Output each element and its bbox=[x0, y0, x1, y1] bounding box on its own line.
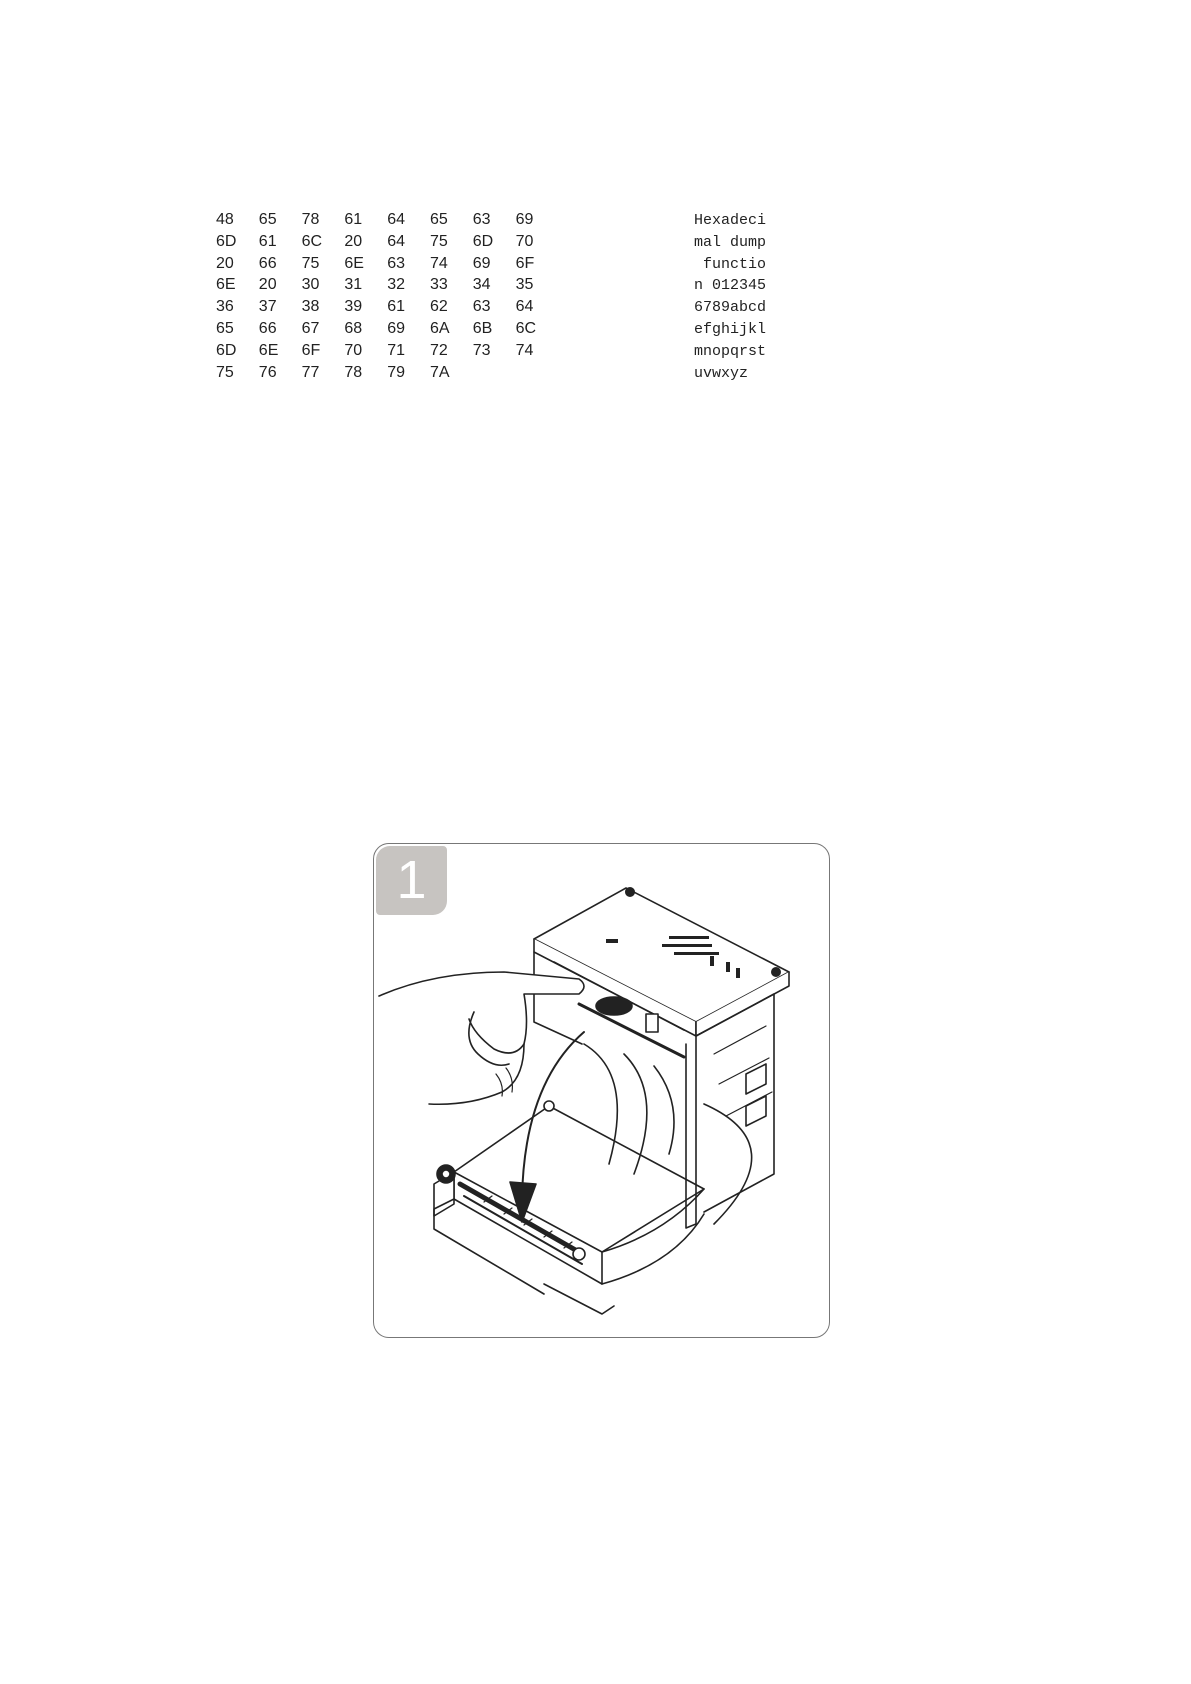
hex-byte: 6F bbox=[301, 341, 321, 359]
hex-byte: 6D bbox=[472, 232, 494, 250]
hex-row bbox=[216, 253, 558, 275]
hex-byte: 67 bbox=[301, 319, 320, 337]
hex-row bbox=[216, 362, 558, 384]
hex-byte: 69 bbox=[387, 319, 405, 337]
hex-byte: 6D bbox=[216, 341, 237, 359]
hex-byte: 37 bbox=[258, 298, 277, 316]
hex-byte: 39 bbox=[344, 298, 363, 316]
hex-byte: 6A bbox=[429, 319, 450, 337]
ascii-row: mal dump bbox=[694, 233, 767, 251]
hex-row bbox=[216, 231, 558, 253]
hex-byte: 79 bbox=[387, 363, 405, 381]
hex-byte: 61 bbox=[258, 232, 277, 250]
printer-paper-loading-figure bbox=[373, 843, 830, 1338]
hex-byte: 7A bbox=[429, 363, 450, 381]
hex-byte: 68 bbox=[344, 319, 363, 337]
hex-byte: 76 bbox=[258, 363, 277, 381]
hex-byte: 32 bbox=[387, 276, 405, 294]
hex-row bbox=[216, 274, 558, 296]
hex-byte: 75 bbox=[301, 254, 320, 272]
hex-dump-table bbox=[216, 209, 558, 383]
hex-byte: 6C bbox=[301, 232, 323, 250]
hex-byte: 64 bbox=[387, 211, 405, 228]
hex-byte: 38 bbox=[301, 298, 320, 316]
ascii-row: n 012345 bbox=[694, 277, 767, 295]
hex-byte: 66 bbox=[258, 319, 277, 337]
hex-byte: 64 bbox=[387, 232, 405, 250]
hex-byte: 65 bbox=[216, 319, 234, 337]
hex-byte: 6F bbox=[515, 254, 535, 272]
hex-byte: 71 bbox=[387, 341, 405, 359]
printer-open-paper-guide-illustration bbox=[374, 844, 830, 1338]
hex-byte: 64 bbox=[515, 298, 534, 316]
ascii-dump-column bbox=[694, 210, 766, 384]
hex-byte: 20 bbox=[216, 254, 234, 272]
hex-byte: 6C bbox=[515, 319, 537, 337]
hex-byte: 69 bbox=[515, 211, 534, 228]
hex-byte: 30 bbox=[301, 276, 320, 294]
hex-row bbox=[216, 296, 558, 318]
hex-byte: 63 bbox=[472, 211, 491, 228]
hex-byte: 65 bbox=[258, 211, 277, 228]
ascii-row: uvwxyz bbox=[694, 364, 749, 382]
step-number-badge: 1 bbox=[376, 846, 447, 915]
hex-byte: 74 bbox=[429, 254, 448, 272]
hex-byte: 34 bbox=[472, 276, 491, 294]
ascii-row: mnopqrst bbox=[694, 342, 767, 360]
hex-byte: 6E bbox=[258, 341, 279, 359]
hex-byte: 70 bbox=[344, 341, 363, 359]
hex-byte: 74 bbox=[515, 341, 534, 359]
hex-byte: 6D bbox=[216, 232, 237, 250]
ascii-row: 6789abcd bbox=[694, 299, 767, 317]
hex-byte: 61 bbox=[387, 298, 405, 316]
hex-byte: 75 bbox=[429, 232, 448, 250]
hex-byte: 48 bbox=[216, 211, 234, 228]
hex-byte: 65 bbox=[429, 211, 448, 228]
hex-byte: 61 bbox=[344, 211, 363, 228]
hex-row bbox=[216, 318, 558, 340]
hex-byte: 33 bbox=[429, 276, 448, 294]
hex-byte: 75 bbox=[216, 363, 234, 381]
hex-byte: 72 bbox=[429, 341, 448, 359]
hex-row bbox=[216, 209, 558, 231]
hex-byte: 77 bbox=[301, 363, 320, 381]
hex-byte: 73 bbox=[472, 341, 491, 359]
hex-byte: 36 bbox=[216, 298, 234, 316]
hex-byte: 20 bbox=[258, 276, 277, 294]
ascii-row: Hexadeci bbox=[694, 212, 767, 229]
ascii-row: functio bbox=[694, 255, 767, 273]
hex-byte: 62 bbox=[429, 298, 448, 316]
hex-byte: 35 bbox=[515, 276, 534, 294]
hex-byte: 63 bbox=[472, 298, 491, 316]
hex-byte: 63 bbox=[387, 254, 405, 272]
hex-byte: 70 bbox=[515, 232, 534, 250]
hex-byte: 6B bbox=[472, 319, 493, 337]
hex-byte: 78 bbox=[344, 363, 363, 381]
hex-row bbox=[216, 340, 558, 362]
hex-byte: 66 bbox=[258, 254, 277, 272]
hex-byte: 20 bbox=[344, 232, 363, 250]
hex-byte: 31 bbox=[344, 276, 363, 294]
hex-byte: 6E bbox=[344, 254, 364, 272]
ascii-row: efghijkl bbox=[694, 320, 767, 338]
hex-byte: 78 bbox=[301, 211, 320, 228]
hex-byte: 69 bbox=[472, 254, 491, 272]
hex-byte: 6E bbox=[216, 276, 236, 294]
